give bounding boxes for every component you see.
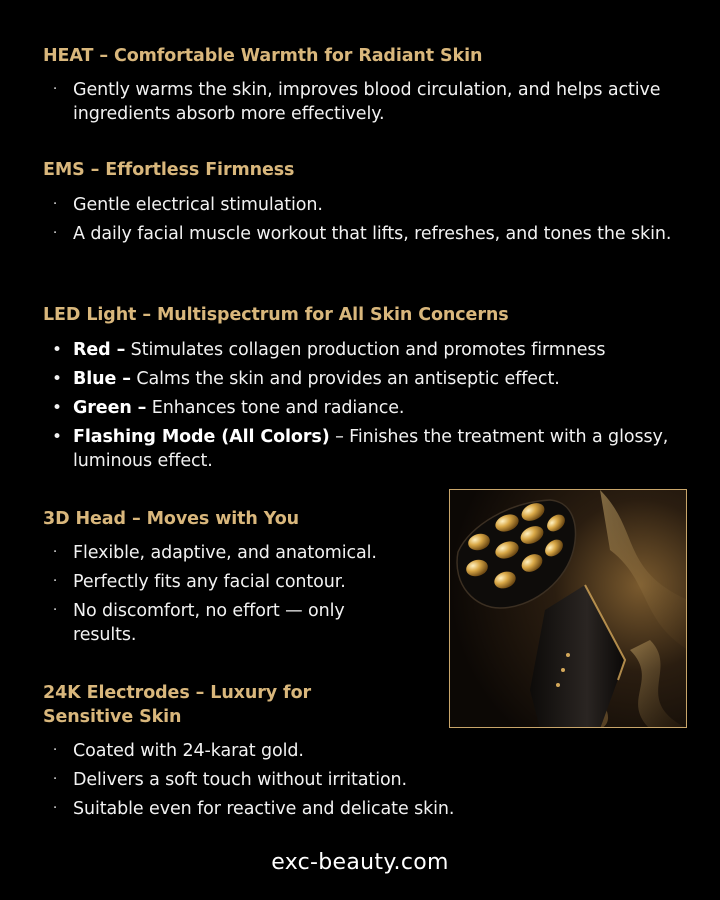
list-item-text: Perfectly fits any facial contour. (73, 572, 346, 592)
list-item-text: Suitable even for reactive and delicate skin. (73, 799, 455, 819)
list-item-text: No discomfort, no effort — only results. (73, 601, 345, 645)
product-photo (449, 489, 687, 728)
led-green-text: Enhances tone and radiance. (146, 398, 405, 418)
electrodes-bullet-list (50, 739, 670, 826)
head3d-bullet-list (50, 541, 410, 652)
ems-bullet-list (50, 193, 680, 251)
list-item: · Suitable even for reactive and delicate skin. (53, 799, 455, 819)
list-item: • Red – Stimulates collagen production and promotes firmness (52, 340, 606, 360)
list-item: • Blue – Calms the skin and provides an antiseptic effect. (52, 369, 560, 389)
list-item-text: Flexible, adaptive, and anatomical. (73, 543, 377, 563)
heat-title: HEAT – Comfortable Warmth for Radiant Skin (43, 46, 483, 66)
list-item: · A daily facial muscle workout that lifts, refreshes, and tones the skin. (53, 224, 672, 244)
ems-title: EMS – Effortless Firmness (43, 160, 295, 180)
footer-website-url[interactable]: exc-beauty.com (271, 850, 449, 875)
list-item: · No discomfort, no effort — only results. (53, 601, 345, 645)
led-bullet-list (50, 338, 700, 478)
led-flashing-label: Flashing Mode (All Colors) (73, 427, 330, 447)
list-item: · Perfectly fits any facial contour. (53, 572, 346, 592)
list-item-text: A daily facial muscle workout that lifts, refreshes, and tones the skin. (73, 224, 672, 244)
list-item: · Gently warms the skin, improves blood circulation, and helps active ingredients absorb more effectively. (53, 80, 661, 124)
list-item: • Green – Enhances tone and radiance. (52, 398, 405, 418)
list-item: · Coated with 24-karat gold. (53, 741, 304, 761)
head3d-title: 3D Head – Moves with You (43, 509, 300, 529)
list-item: · Delivers a soft touch without irritation. (53, 770, 408, 790)
list-item: · Gentle electrical stimulation. (53, 195, 323, 215)
led-red-label: Red – (73, 340, 126, 360)
led-red-text: Stimulates collagen production and promotes firmness (125, 340, 606, 360)
list-item-text: Gentle electrical stimulation. (73, 195, 323, 215)
led-green-label: Green – (73, 398, 147, 418)
heat-bullet-list (50, 78, 690, 131)
list-item-text: Gently warms the skin, improves blood circulation, and helps active ingredients absorb more effectively. (73, 80, 661, 124)
list-item: · Flexible, adaptive, and anatomical. (53, 543, 377, 563)
list-item: • Flashing Mode (All Colors) – Finishes the treatment with a glossy, luminous effect. (52, 427, 669, 471)
list-item-text: Delivers a soft touch without irritation. (73, 770, 408, 790)
led-blue-text: Calms the skin and provides an antiseptic effect. (130, 369, 560, 389)
list-item-text: Coated with 24-karat gold. (73, 741, 304, 761)
led-blue-label: Blue – (73, 369, 131, 389)
led-flashing-text: – Finishes the treatment with a glossy, luminous effect. (73, 427, 669, 471)
gold-facial-device-icon (450, 490, 687, 728)
led-title: LED Light – Multispectrum for All Skin Concerns (43, 305, 509, 325)
electrodes-title: 24K Electrodes – Luxury for Sensitive Skin (43, 683, 312, 727)
